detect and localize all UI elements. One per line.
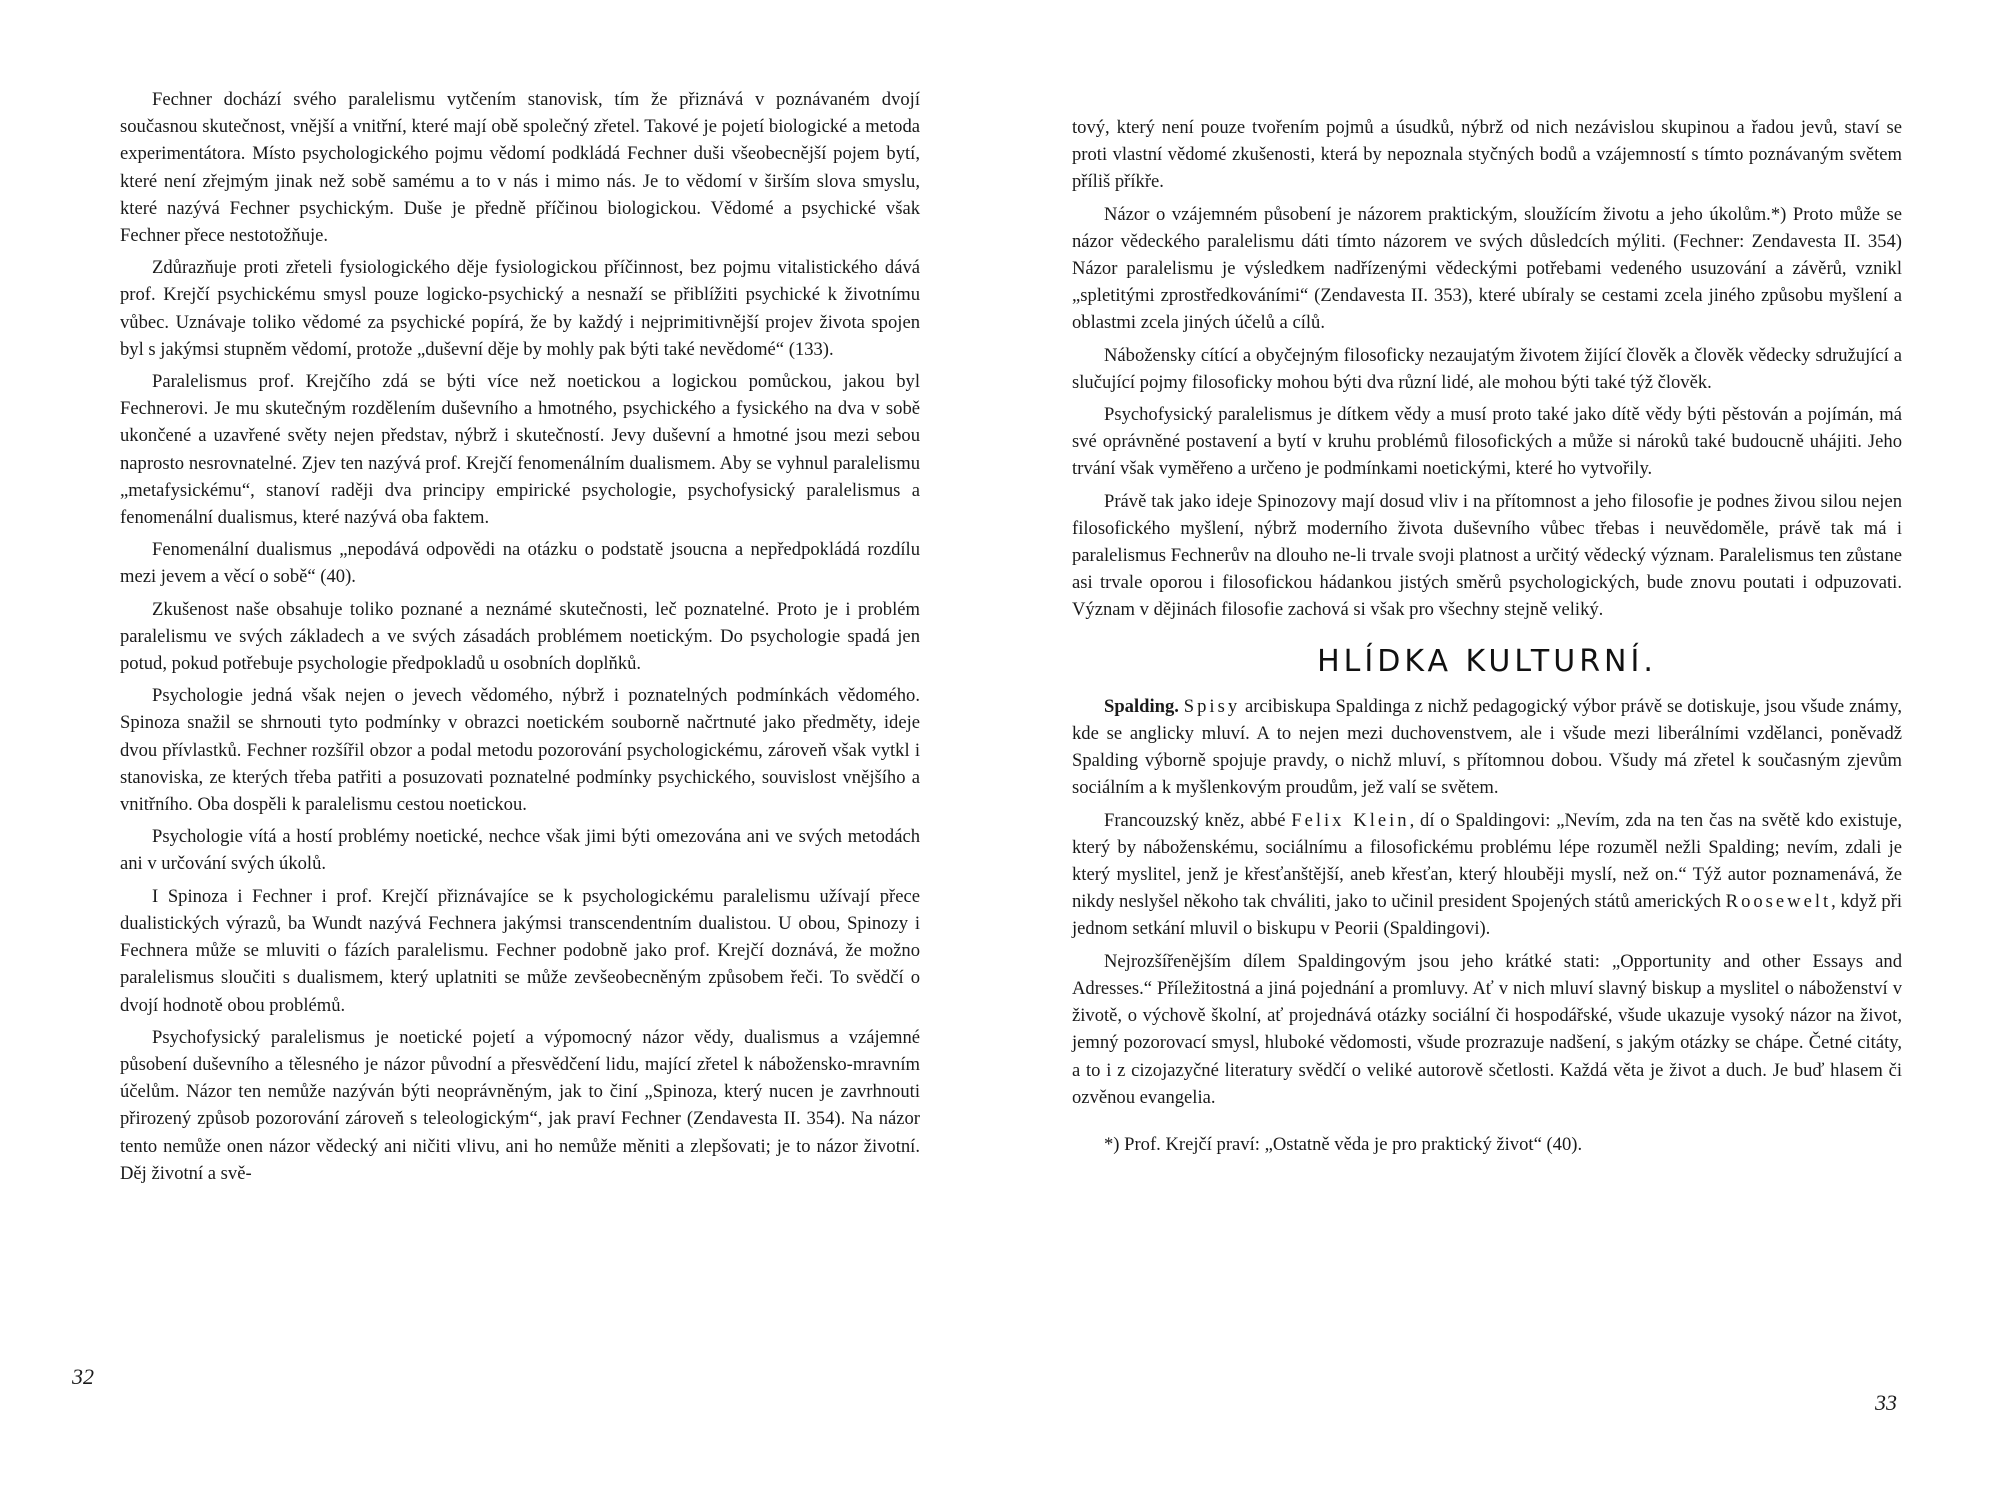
page-number-left: 32 bbox=[72, 1364, 94, 1389]
paragraph: Psychofysický paralelismus je dítkem vědy a musí proto také jako dítě vědy býti pěstován a pojímán, má své oprávněné postavení a bytí v kruhu problémů filosofických a může si nároků také budoucně uhájiti. Jeho trvání však vyměřeno a určeno je podmínkami noetickými, které ho vytvořily. bbox=[1072, 404, 1902, 480]
section-lead: Spalding. bbox=[1104, 695, 1179, 717]
footnote: *) Prof. Krejčí praví: „Ostatně věda je pro praktický život“ (40). bbox=[1104, 1133, 1583, 1155]
right-page bbox=[995, 0, 1990, 1500]
spisy-word: Spisy bbox=[1183, 695, 1241, 717]
section-paragraph-2b: , dí o Spaldingovi: „Nevím, zda na ten čas na světě kdo existuje, který by náboženskému, sociálnímu a filosofickému problému lépe rozuměl nežli Spalding; nevím, zdali je který myslitel, jenž je křesťanštější, aneb křesťan, který hlouběji myslí, než on.“ Týž autor poznamenává, že nikdy neslyšel někoho tak chváliti, jako to učinil president Spojených států amerických bbox=[1072, 809, 1902, 913]
left-page-text bbox=[120, 86, 920, 1192]
paragraph: Fenomenální dualismus „nepodává odpovědi na otázku o podstatě jsoucna a nepředpokládá rozdílu mezi jevem a věcí o sobě“ (40). bbox=[120, 539, 920, 588]
section-paragraph: Nejrozšířenějším dílem Spaldingovým jsou jeho krátké stati: „Opportunity and other Essays and Adresses.“ Příležitostná a jiná pojednání a promluvy. Ať v nich mluví slavný biskup a myslitel o náboženství v životě, o výchově školní, ať projednává otázky sociální či hospodářské, všude ukazuje vysoký názor na život, jemný pozorovací smysl, hluboké vědomosti, všude prozrazuje nadšení, s jakým otázky se chápe. Četné citáty, a to i z cizojazyčné literatury svědčí o veliké autorově sčetlosti. Každá věta je život a duch. Je buď hlasem či ozvěnou evangelia. bbox=[1072, 950, 1902, 1108]
section-heading: HLÍDKA KULTURNÍ. bbox=[1317, 643, 1657, 679]
paragraph: I Spinoza i Fechner i prof. Krejčí přiznávajíce se k psychologickému paralelismu užívají přece dualistických výrazů, ba Wundt nazývá Fechnera jakýmsi transcendentním dualistou. U obou, Spinozy i Fechnera může se mluviti o fázích paralelismu. Fechner podobně jako prof. Krejčí doznává, že možno paralelismus sloučiti s dualismem, který uplatniti se může zevšeobecněným způsobem řeči. To svědčí o dvojí hodnotě obou problémů. bbox=[120, 885, 920, 1016]
paragraph: Názor o vzájemném působení je názorem praktickým, sloužícím životu a jeho úkolům.*) Proto může se názor vědeckého paralelismu dáti tímto názorem ve svých důsledcích mýliti. (Fechner: Zendavesta II. 354) Názor paralelismu je výsledkem nadřízenými vědeckými potřebami vedeného usuzování a závěrů, vznikl „spletitými zprostředkováními“ (Zendavesta II. 353), které ubíraly se cestami zcela jiného způsobu myšlení a oblastmi zcela jiných účelů a cílů. bbox=[1072, 203, 1902, 334]
name-roosewelt: Roosewelt bbox=[1725, 891, 1832, 913]
name-felix-klein: Felix Klein bbox=[1291, 809, 1410, 831]
paragraph: Psychofysický paralelismus je noetické pojetí a výpomocný názor vědy, dualismus a vzájemné působení duševního a tělesného je názor původní a přesvědčení lidu, mající zřetel k nábožensko-mravním účelům. Názor ten nemůže nazýván býti neoprávněným, jak to činí „Spinoza, který nucen je zavrhnouti přirozený způsob pozorování zároveň s teleologickým“, jak praví Fechner (Zendavesta II. 354). Na názor tento nemůže onen názor vědecký ani ničiti vlivu, ani ho nemůže měniti a zlepšovati; je to názor životní. Děj životní a svě- bbox=[120, 1026, 920, 1184]
paragraph: Paralelismus prof. Krejčího zdá se býti více než noetickou a logickou pomůckou, jakou byl Fechnerovi. Je mu skutečným rozdělením duševního a hmotného, psychického a fysického na dva v sobě ukončené a uzavřené světy nejen představ, nýbrž i skutečností. Jevy duševní a hmotné jsou mezi sebou naprosto nesrovnatelné. Zjev ten nazývá prof. Krejčí fenomenálním dualismem. Aby se vyhnul paralelismu „metafysickému“, stanoví raději dva principy empirické psychologie, psychofysický paralelismus a fenomenální dualismus, které nazývá oba faktem. bbox=[120, 371, 920, 529]
paragraph: Psychologie vítá a hostí problémy noetické, nechce však jimi býti omezována ani ve svých metodách ani v určování svých úkolů. bbox=[120, 826, 920, 875]
section-paragraph bbox=[1072, 807, 1902, 943]
paragraph: Fechner dochází svého paralelismu vytčením stanovisk, tím že přiznává v poznávaném dvojí současnou skutečnost, vnější a vnitřní, které mají obě společný zřetel. Takové je pojetí biologické a metoda experimentátora. Místo psychologického pojmu vědomí podkládá Fechner duši všeobecnější pojem bytí, které není zřejmým jinak než sobě samému a to v nás i mimo nás. Je to vědomí v širším slova smyslu, které nazývá Fechner psychickým. Duše je předně příčinou biologickou. Vědomé a psychické však Fechner přece nestotožňuje. bbox=[120, 89, 920, 247]
paragraph: Psychologie jedná však nejen o jevech vědomého, nýbrž i poznatelných podmínkách vědomého. Spinoza snažil se shrnouti tyto podmínky v obrazci noetickém souborně načrtnuté jako předměty, ideje dvou přívlastků. Fechner rozšířil obzor a podal metodu pozorování psychologickému, zároveň však vytkl i stanoviska, ze kterých třeba patřiti a posuzovati poznatelné podmínky psychického, souvislost vnějšího a vnitřního. Oba dospěli k paralelismu cestou noetickou. bbox=[120, 685, 920, 816]
right-page-text bbox=[1072, 114, 1902, 1158]
section-paragraph-2c: , když při jednom setkání mluvil o biskupu v Peorii (Spaldingovi). bbox=[1072, 891, 1902, 940]
paragraph: Zdůrazňuje proti zřeteli fysiologického děje fysiologickou příčinnost, bez pojmu vitalistického dává prof. Krejčí psychickému smysl pouze logicko-psychický a nesnaží se přiblížiti psychické k životnímu vůbec. Uznávaje toliko vědomé za psychické popírá, že by každý i nejprimitivnější projev života spojen byl s jakýmsi stupněm vědomí, protože „duševní děje by mohly pak býti také nevědomé“ (133). bbox=[120, 257, 920, 360]
paragraph: tový, který není pouze tvořením pojmů a úsudků, nýbrž od nich nezávislou skupinou a řadou jevů, staví se proti vlastní vědomé zkušenosti, která by nepoznala styčných bodů a vzájemností s tímto poznávaným světem příliš příkře. bbox=[1072, 117, 1902, 193]
paragraph: Zkušenost naše obsahuje toliko poznané a neznámé skutečnosti, leč poznatelné. Proto je i problém paralelismu ve svých základech a ve svých zásadách problémem noetickým. Do psychologie spadá jen potud, pokud potřebuje psychologie předpokladů u osobních doplňků. bbox=[120, 598, 920, 675]
section-paragraph-1-text: arcibiskupa Spaldinga z nichž pedagogický výbor právě se dotiskuje, jsou všude známy, kde se anglicky mluví. A to nejen mezi duchovenstvem, ale i všude mezi liberálními vzdělanci, poněvadž Spalding výborně spojuje pravdy, o nichž mluví, s přítomnou dobou. Všudy má zřetel k současným zjevům sociálním a k myšlenkovým proudům, jež valí se světem. bbox=[1072, 695, 1902, 799]
section-paragraph bbox=[1072, 693, 1902, 802]
section-paragraph-2a: Francouzský kněz, abbé bbox=[1104, 809, 1286, 831]
page-number-right: 33 bbox=[1875, 1390, 1897, 1415]
paragraph: Nábožensky cítící a obyčejným filosoficky nezaujatým životem žijící člověk a člověk vědecky sdružující a slučující pojmy filosoficky mohou býti dva různí lidé, ale mohou býti také týž člověk. bbox=[1072, 344, 1902, 393]
paragraph: Právě tak jako ideje Spinozovy mají dosud vliv i na přítomnost a jeho filosofie je podnes živou silou nejen filosofického myšlení, nýbrž moderního života duševního vůbec třebas i neuvědoměle, právě tak má i paralelismus Fechnerův na dlouho ne-li trvale svoji platnost a určitý vědecký význam. Paralelismus ten zůstane asi trvale oporou i filosofickou hádankou jistých směrů psychologických, bude znovu poutati i odpuzovati. Význam v dějinách filosofie zachová si však pro všechny stejně veliký. bbox=[1072, 490, 1902, 621]
